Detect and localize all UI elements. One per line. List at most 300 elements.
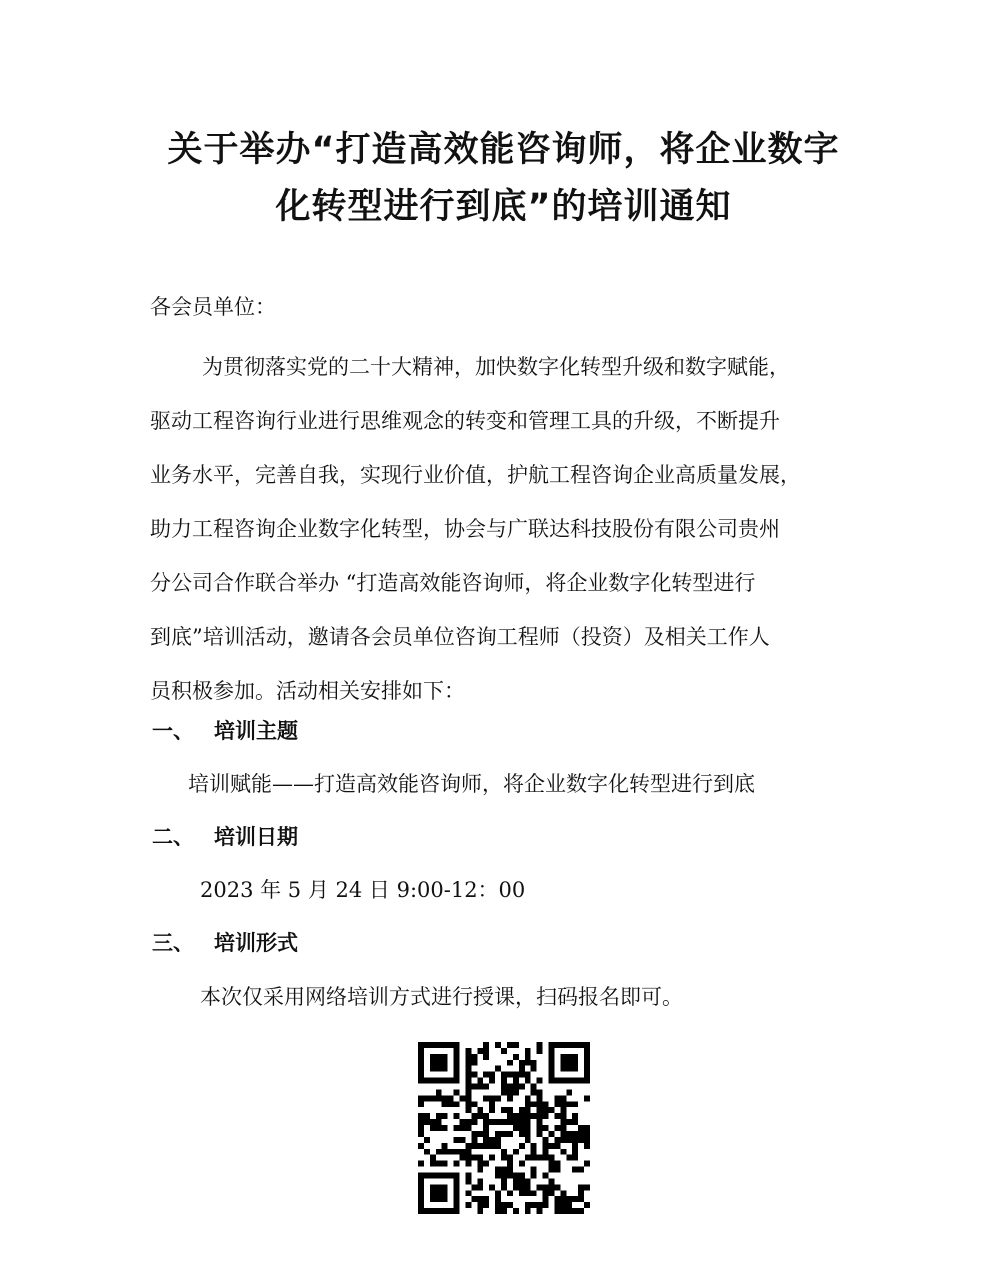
qr-module — [537, 1208, 543, 1214]
qr-module — [424, 1208, 430, 1214]
qr-module — [584, 1078, 590, 1084]
qr-module — [460, 1149, 466, 1155]
qr-module — [471, 1119, 477, 1125]
qr-module — [507, 1072, 513, 1078]
qr-module — [525, 1095, 531, 1101]
intro-line: 到底”培训活动，邀请各会员单位咨询工程师（投资）及相关工作人 — [150, 625, 770, 649]
qr-module — [465, 1078, 471, 1084]
qr-module — [454, 1137, 460, 1143]
qr-module — [471, 1101, 477, 1107]
qr-module — [483, 1161, 489, 1167]
qr-module — [436, 1149, 442, 1155]
qr-module — [572, 1143, 578, 1149]
qr-module — [543, 1137, 549, 1143]
qr-module — [418, 1119, 424, 1125]
qr-module — [554, 1184, 560, 1190]
qr-module — [572, 1131, 578, 1137]
qr-module — [454, 1060, 460, 1066]
qr-module — [566, 1060, 572, 1066]
qr-module — [471, 1184, 477, 1190]
qr-module — [566, 1202, 572, 1208]
qr-module — [560, 1060, 566, 1066]
qr-module — [548, 1054, 554, 1060]
qr-module — [543, 1143, 549, 1149]
qr-module — [543, 1196, 549, 1202]
qr-module — [501, 1048, 507, 1054]
qr-module — [584, 1161, 590, 1167]
qr-module — [483, 1113, 489, 1119]
qr-module — [531, 1060, 537, 1066]
qr-module — [424, 1137, 430, 1143]
qr-module — [436, 1161, 442, 1167]
qr-module — [519, 1172, 525, 1178]
qr-module — [560, 1196, 566, 1202]
qr-module — [554, 1095, 560, 1101]
qr-module — [560, 1202, 566, 1208]
qr-module — [548, 1107, 554, 1113]
qr-module — [560, 1054, 566, 1060]
qr-module — [465, 1190, 471, 1196]
qr-module — [501, 1172, 507, 1178]
qr-module — [477, 1131, 483, 1137]
qr-module — [436, 1042, 442, 1048]
qr-module — [442, 1125, 448, 1131]
qr-module — [489, 1137, 495, 1143]
qr-module — [465, 1101, 471, 1107]
qr-module — [519, 1084, 525, 1090]
qr-module — [507, 1161, 513, 1167]
qr-module — [537, 1184, 543, 1190]
qr-module — [543, 1125, 549, 1131]
qr-module — [519, 1107, 525, 1113]
qr-module — [454, 1172, 460, 1178]
qr-module — [560, 1113, 566, 1119]
intro-line: 为贯彻落实党的二十大精神，加快数字化转型升级和数字赋能， — [202, 355, 790, 379]
qr-module — [537, 1131, 543, 1137]
qr-module — [525, 1119, 531, 1125]
qr-module — [519, 1178, 525, 1184]
qr-module — [578, 1196, 584, 1202]
qr-module — [525, 1113, 531, 1119]
qr-module — [531, 1066, 537, 1072]
qr-module — [572, 1066, 578, 1072]
qr-module — [418, 1208, 424, 1214]
title-line-2: 化转型进行到底”的培训通知 — [275, 187, 732, 227]
qr-module — [548, 1048, 554, 1054]
qr-module — [418, 1066, 424, 1072]
qr-module — [501, 1167, 507, 1173]
qr-module — [465, 1089, 471, 1095]
qr-module — [477, 1113, 483, 1119]
qr-module — [519, 1060, 525, 1066]
qr-module — [584, 1125, 590, 1131]
qr-module — [507, 1155, 513, 1161]
qr-module — [465, 1119, 471, 1125]
qr-module — [483, 1048, 489, 1054]
qr-module — [537, 1078, 543, 1084]
section-title: 培训形式 — [214, 931, 298, 955]
qr-module — [460, 1155, 466, 1161]
qr-module — [537, 1089, 543, 1095]
qr-module — [483, 1072, 489, 1078]
qr-module — [442, 1054, 448, 1060]
qr-module — [560, 1066, 566, 1072]
qr-module — [471, 1155, 477, 1161]
salutation: 各会员单位： — [150, 295, 276, 319]
qr-module — [442, 1113, 448, 1119]
qr-module — [513, 1089, 519, 1095]
qr-module — [507, 1095, 513, 1101]
qr-module — [477, 1161, 483, 1167]
section-number: 三、 — [152, 931, 194, 955]
qr-module — [519, 1131, 525, 1137]
intro-line: 助力工程咨询企业数字化转型，协会与广联达科技股份有限公司贵州 — [150, 517, 780, 541]
qr-module — [495, 1172, 501, 1178]
qr-module — [430, 1066, 436, 1072]
qr-module — [477, 1143, 483, 1149]
qr-module — [572, 1167, 578, 1173]
qr-module — [584, 1066, 590, 1072]
qr-module — [584, 1048, 590, 1054]
qr-module — [454, 1190, 460, 1196]
qr-module — [454, 1048, 460, 1054]
qr-module — [454, 1125, 460, 1131]
qr-module — [543, 1190, 549, 1196]
qr-module — [489, 1072, 495, 1078]
qr-module — [578, 1125, 584, 1131]
qr-module — [578, 1167, 584, 1173]
intro-line: 员积极参加。活动相关安排如下： — [150, 679, 465, 703]
qr-module — [448, 1078, 454, 1084]
qr-module — [543, 1184, 549, 1190]
qr-module — [477, 1167, 483, 1173]
qr-module — [483, 1084, 489, 1090]
qr-module — [525, 1184, 531, 1190]
qr-module — [537, 1101, 543, 1107]
qr-module — [495, 1095, 501, 1101]
qr-module — [554, 1167, 560, 1173]
section-title: 培训日期 — [214, 825, 298, 849]
qr-module — [424, 1113, 430, 1119]
qr-module — [454, 1089, 460, 1095]
qr-module — [537, 1048, 543, 1054]
qr-module — [554, 1137, 560, 1143]
qr-module — [531, 1167, 537, 1173]
qr-module — [578, 1078, 584, 1084]
qr-module — [572, 1208, 578, 1214]
qr-module — [531, 1143, 537, 1149]
qr-module — [436, 1060, 442, 1066]
qr-module — [483, 1196, 489, 1202]
section-title: 培训主题 — [214, 719, 298, 743]
qr-module — [548, 1155, 554, 1161]
qr-module — [424, 1095, 430, 1101]
qr-module — [513, 1078, 519, 1084]
qr-module — [578, 1190, 584, 1196]
qr-module — [572, 1101, 578, 1107]
qr-module — [436, 1089, 442, 1095]
qr-module — [442, 1196, 448, 1202]
qr-module — [578, 1042, 584, 1048]
qr-module — [442, 1149, 448, 1155]
qr-module — [436, 1172, 442, 1178]
qr-module — [418, 1143, 424, 1149]
qr-module — [548, 1143, 554, 1149]
qr-module — [430, 1208, 436, 1214]
qr-module — [483, 1054, 489, 1060]
qr-module — [507, 1131, 513, 1137]
qr-module — [572, 1042, 578, 1048]
intro-line: 业务水平，完善自我，实现行业价值，护航工程咨询企业高质量发展， — [150, 463, 801, 487]
qr-module — [477, 1202, 483, 1208]
page-title — [140, 122, 867, 236]
qr-module — [495, 1167, 501, 1173]
qr-module — [489, 1143, 495, 1149]
qr-module — [560, 1107, 566, 1113]
qr-module — [513, 1113, 519, 1119]
qr-module — [460, 1119, 466, 1125]
qr-module — [513, 1072, 519, 1078]
qr-module — [424, 1149, 430, 1155]
qr-module — [477, 1184, 483, 1190]
qr-module — [584, 1054, 590, 1060]
qr-module — [465, 1095, 471, 1101]
qr-module — [525, 1208, 531, 1214]
qr-module — [436, 1066, 442, 1072]
qr-module — [424, 1119, 430, 1125]
qr-module — [465, 1054, 471, 1060]
qr-module — [554, 1078, 560, 1084]
qr-module — [454, 1208, 460, 1214]
qr-module — [537, 1042, 543, 1048]
qr-module — [465, 1072, 471, 1078]
qr-module — [483, 1125, 489, 1131]
qr-module — [454, 1101, 460, 1107]
qr-module — [454, 1202, 460, 1208]
qr-module — [554, 1202, 560, 1208]
qr-module — [489, 1155, 495, 1161]
qr-module — [519, 1072, 525, 1078]
qr-module — [566, 1137, 572, 1143]
qr-module — [430, 1196, 436, 1202]
qr-module — [513, 1208, 519, 1214]
qr-module — [471, 1137, 477, 1143]
qr-module — [525, 1054, 531, 1060]
qr-module — [501, 1107, 507, 1113]
qr-module — [548, 1066, 554, 1072]
qr-module — [418, 1072, 424, 1078]
qr-module — [430, 1119, 436, 1125]
qr-code-icon[interactable] — [418, 1042, 590, 1214]
qr-module — [442, 1143, 448, 1149]
qr-module — [566, 1054, 572, 1060]
qr-module — [483, 1119, 489, 1125]
qr-module — [560, 1101, 566, 1107]
qr-module — [560, 1208, 566, 1214]
qr-module — [548, 1178, 554, 1184]
qr-module — [471, 1131, 477, 1137]
qr-module — [513, 1119, 519, 1125]
qr-module — [578, 1131, 584, 1137]
qr-module — [471, 1084, 477, 1090]
qr-module — [436, 1208, 442, 1214]
qr-module — [513, 1125, 519, 1131]
qr-module — [501, 1119, 507, 1125]
qr-module — [525, 1178, 531, 1184]
qr-module — [430, 1190, 436, 1196]
qr-module — [448, 1208, 454, 1214]
qr-module — [430, 1078, 436, 1084]
qr-module — [525, 1202, 531, 1208]
qr-module — [448, 1095, 454, 1101]
qr-module — [454, 1196, 460, 1202]
qr-module — [418, 1172, 424, 1178]
qr-module — [548, 1060, 554, 1066]
qr-module — [436, 1119, 442, 1125]
qr-module — [560, 1137, 566, 1143]
qr-module — [489, 1101, 495, 1107]
qr-module — [477, 1084, 483, 1090]
qr-module — [525, 1078, 531, 1084]
qr-module — [572, 1155, 578, 1161]
section-heading-format — [152, 926, 298, 960]
qr-module — [566, 1196, 572, 1202]
qr-module — [501, 1078, 507, 1084]
qr-module — [424, 1172, 430, 1178]
qr-module — [418, 1095, 424, 1101]
qr-module — [566, 1208, 572, 1214]
qr-module — [543, 1202, 549, 1208]
qr-module — [501, 1184, 507, 1190]
qr-module — [454, 1054, 460, 1060]
qr-module — [465, 1125, 471, 1131]
qr-module — [436, 1196, 442, 1202]
qr-module — [430, 1184, 436, 1190]
qr-module — [531, 1172, 537, 1178]
qr-module — [566, 1089, 572, 1095]
qr-module — [525, 1190, 531, 1196]
qr-module — [572, 1078, 578, 1084]
qr-module — [454, 1042, 460, 1048]
qr-module — [442, 1184, 448, 1190]
section-number: 一、 — [152, 719, 194, 743]
qr-module — [418, 1196, 424, 1202]
qr-module — [465, 1178, 471, 1184]
qr-module — [489, 1107, 495, 1113]
qr-module — [465, 1149, 471, 1155]
qr-module — [418, 1101, 424, 1107]
qr-module — [554, 1113, 560, 1119]
qr-module — [507, 1089, 513, 1095]
qr-module — [525, 1060, 531, 1066]
qr-module — [537, 1125, 543, 1131]
qr-module — [436, 1078, 442, 1084]
qr-module — [436, 1184, 442, 1190]
qr-module — [418, 1178, 424, 1184]
qr-module — [436, 1113, 442, 1119]
qr-module — [489, 1184, 495, 1190]
qr-module — [465, 1161, 471, 1167]
qr-module — [519, 1190, 525, 1196]
section-heading-date — [152, 820, 298, 854]
qr-module — [430, 1042, 436, 1048]
qr-module — [442, 1208, 448, 1214]
qr-module — [513, 1054, 519, 1060]
section-body-topic: 培训赋能——打造高效能咨询师，将企业数字化转型进行到底 — [188, 772, 755, 796]
qr-module — [454, 1178, 460, 1184]
qr-module — [543, 1149, 549, 1155]
intro-line: 驱动工程咨询行业进行思维观念的转变和管理工具的升级，不断提升 — [150, 409, 780, 433]
qr-module — [548, 1184, 554, 1190]
qr-module — [543, 1101, 549, 1107]
qr-module — [501, 1155, 507, 1161]
qr-module — [584, 1184, 590, 1190]
qr-module — [578, 1208, 584, 1214]
qr-module — [483, 1095, 489, 1101]
qr-module — [430, 1054, 436, 1060]
qr-module — [507, 1202, 513, 1208]
qr-module — [525, 1125, 531, 1131]
qr-module — [537, 1119, 543, 1125]
qr-module — [465, 1066, 471, 1072]
qr-module — [418, 1161, 424, 1167]
qr-module — [501, 1149, 507, 1155]
qr-module — [572, 1137, 578, 1143]
qr-module — [495, 1042, 501, 1048]
qr-module — [566, 1131, 572, 1137]
qr-module — [554, 1125, 560, 1131]
qr-module — [507, 1060, 513, 1066]
qr-module — [507, 1084, 513, 1090]
qr-module — [519, 1161, 525, 1167]
section-body-format: 本次仅采用网络培训方式进行授课，扫码报名即可。 — [200, 985, 683, 1009]
qr-module — [495, 1202, 501, 1208]
qr-module — [584, 1042, 590, 1048]
qr-module — [507, 1107, 513, 1113]
qr-module — [525, 1048, 531, 1054]
qr-module — [548, 1042, 554, 1048]
qr-module — [430, 1095, 436, 1101]
qr-module — [495, 1137, 501, 1143]
qr-module — [483, 1137, 489, 1143]
qr-module — [471, 1060, 477, 1066]
qr-module — [566, 1078, 572, 1084]
qr-module — [519, 1113, 525, 1119]
qr-module — [525, 1107, 531, 1113]
section-body-date: 2023 年 5 月 24 日 9:00-12：00 — [200, 878, 526, 902]
qr-module — [554, 1143, 560, 1149]
qr-module — [554, 1196, 560, 1202]
qr-module — [572, 1113, 578, 1119]
qr-module — [436, 1125, 442, 1131]
qr-module — [448, 1149, 454, 1155]
qr-module — [531, 1155, 537, 1161]
qr-module — [477, 1078, 483, 1084]
qr-module — [519, 1066, 525, 1072]
qr-module — [477, 1048, 483, 1054]
qr-module — [560, 1131, 566, 1137]
qr-module — [442, 1078, 448, 1084]
qr-module — [418, 1048, 424, 1054]
qr-module — [560, 1149, 566, 1155]
qr-module — [418, 1054, 424, 1060]
qr-module — [584, 1202, 590, 1208]
qr-module — [477, 1208, 483, 1214]
qr-module — [578, 1184, 584, 1190]
qr-module — [501, 1208, 507, 1214]
qr-module — [566, 1101, 572, 1107]
qr-module — [442, 1190, 448, 1196]
